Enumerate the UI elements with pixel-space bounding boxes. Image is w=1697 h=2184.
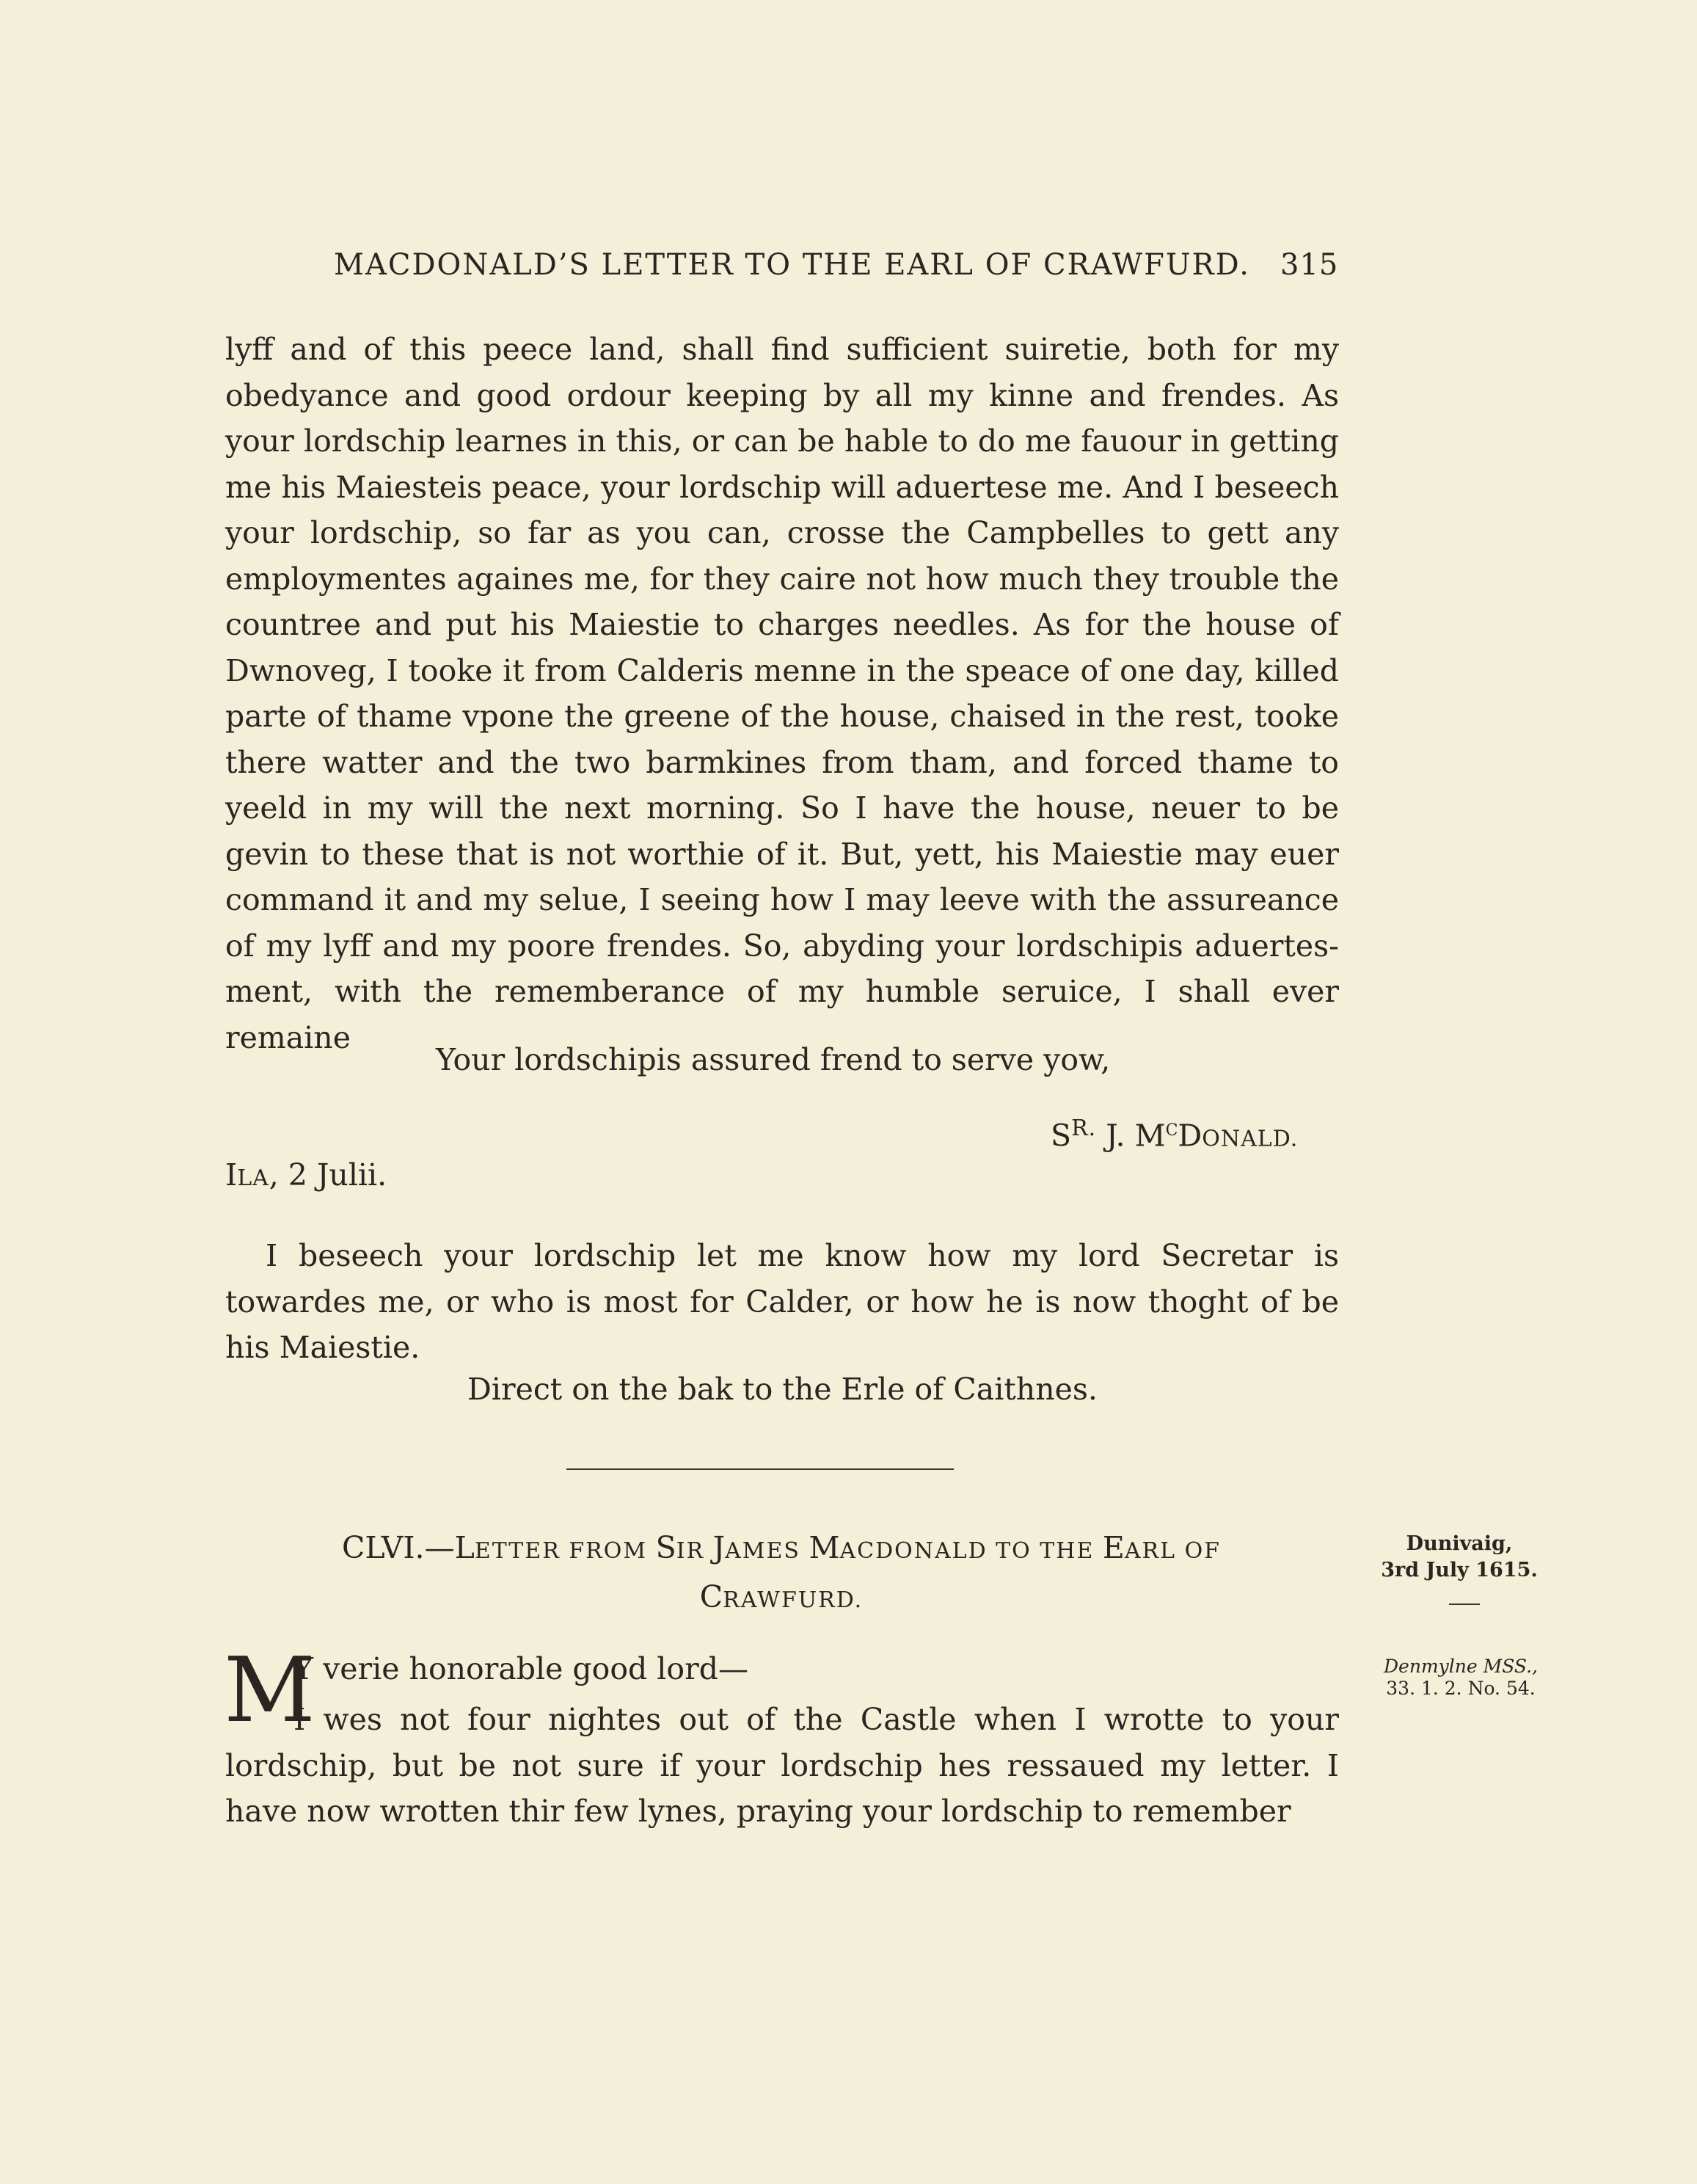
signature-s: S [1051,1118,1072,1154]
letter-body-paragraph: lyff and of this peece land, shall find sufficient suiretie, both for my obedyance and good ordour keeping by all my kinne and frendes. As your lordschip learnes in this, or can be hable to do me fauour in getting me his Maiesteis peace, your lordschip will aduertese me. And I beseech your lordschip, so far as you can, crosse the Campbelles to gett any employmentes againes me, for they caire not how much they trouble the countree and put his Maiestie to charges needles. As for the house of Dwnoveg, I tooke it from Calderis menne in the speace of one day, killed parte of thame vpone the greene of the house, chaised in the rest, tooke there watter and the two barmkines from tham, and forced thame to yeeld in my will the next morning. So I have the house, neuer to be gevin to these that is not worthie of it. But, yett, his Maiestie may euer command it and my selue, I seeing how I may leeve with the assureance of my lyff and my poore frendes. So, abyding your lordschipis aduertesment, with the rememberance of my humble seruice, I shall ever remaine [225,332,1339,1055]
sidenote-place: Dunivaig, [1406,1532,1513,1555]
signature-j: J. M [1106,1118,1166,1154]
signature-c: C [1165,1121,1178,1140]
signature [1051,1115,1298,1154]
heading-acdonald-to-the: ACDONALD TO THE [839,1538,1103,1564]
heading-number: CLVI.— [342,1530,455,1565]
page-number: 315 [1280,248,1339,282]
heading-etter-from: ETTER FROM [474,1538,656,1564]
heading-ames: AMES [725,1538,809,1564]
drop-cap: M [224,1638,315,1742]
heading-l: L [454,1530,475,1565]
sidenote-date [1368,1531,1550,1584]
place-date-i: I [225,1157,238,1193]
place-date-rest: , 2 Julii. [269,1157,387,1193]
section-divider [566,1468,954,1470]
heading-c: C [699,1579,723,1615]
signature-r: R. [1071,1115,1097,1141]
letter-direction: Direct on the bak to the Erle of Caithnes. [467,1372,1098,1407]
running-head-title: MACDONALD’S LETTER TO THE EARL OF CRAWFURD. [334,248,1251,282]
salutation: Y verie honorable good lord— [293,1651,748,1686]
letter-closing: Your lordschipis assured frend to serve yow, [436,1042,1111,1077]
signature-onald: ONALD. [1202,1126,1299,1152]
letter2-body-paragraph: I wes not four nightes out of the Castle when I wrotte to your lordschip, but be not sure if your lordschip hes ressaued my letter. I have now wrotten thir few lynes, praying your lordschip to remember [225,1702,1339,1829]
heading-rawfurd: RAWFURD. [723,1587,864,1613]
heading-arl-of: ARL OF [1124,1538,1221,1564]
signature-d: D [1178,1118,1203,1154]
sidenote-source-title: Denmylne MSS., [1383,1656,1539,1677]
sidenote-source [1365,1656,1557,1700]
heading-s: S [655,1530,676,1565]
sidenote-date-text: 3rd July 1615. [1381,1559,1538,1581]
letter-heading [271,1525,1291,1623]
place-date-la: LA [237,1165,269,1191]
sidenote-dash [1449,1604,1480,1605]
sidenote-source-ref: 33. 1. 2. No. 54. [1386,1678,1536,1699]
postscript-paragraph: I beseech your lordschip let me know how my lord Secretar is towardes me, or who is most for Calder, or how he is now thoght of be his Maiestie. [225,1238,1339,1365]
place-date [225,1157,387,1193]
heading-j: J [712,1530,726,1565]
heading-ir: IR [676,1538,713,1564]
heading-m: M [809,1530,840,1565]
heading-e: E [1102,1530,1125,1565]
